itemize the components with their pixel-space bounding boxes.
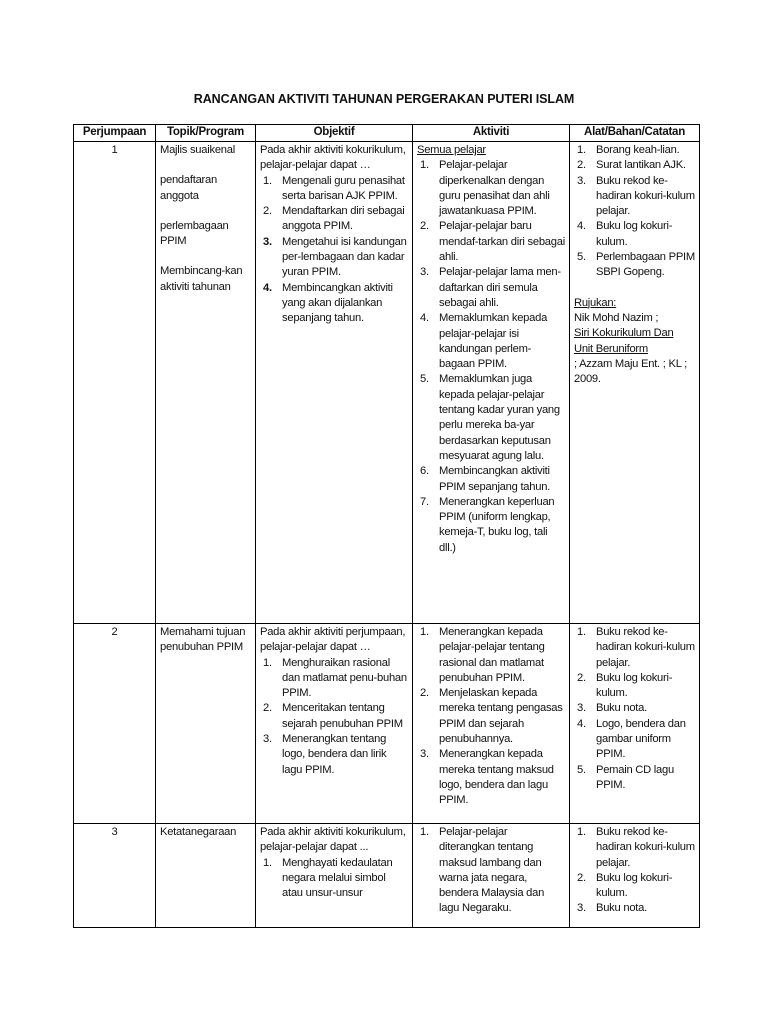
- list-item: 1. Pelajar-pelajar diterangkan tentang maksud lambang dan warna jata negara, bendera Malaysia dan lagu Negaraku.: [420, 826, 545, 915]
- topik-cell: [156, 824, 256, 928]
- objektif-list: [260, 174, 408, 327]
- topik-item: Memahami tujuan penubuhan PPIM: [160, 626, 246, 654]
- aktiviti-intro: Semua pelajar: [417, 144, 486, 156]
- objektif-list: [260, 656, 408, 778]
- topik-cell: [156, 624, 256, 824]
- list-item: 1. Menghuraikan rasional dan matlamat penu-buhan PPIM.: [263, 656, 407, 700]
- rujukan-book: Siri Kokurikulum Dan Unit Beruniform: [574, 327, 674, 355]
- table-row: [74, 624, 700, 824]
- list-item: 3. Menerangkan tentang logo, bendera dan lirik lagu PPIM.: [263, 733, 387, 776]
- list-item: 1. Buku rekod ke-hadiran kokuri-kulum pelajar.: [577, 826, 695, 869]
- alat-cell: [570, 142, 700, 624]
- aktiviti-cell: [413, 824, 570, 928]
- list-item: 1. Menghayati kedaulatan negara melalui simbol atau unsur-unsur: [263, 856, 393, 900]
- list-item: 1. Buku rekod ke-hadiran kokuri-kulum pelajar.: [577, 626, 695, 669]
- list-item: 1. Borang keah-lian.: [577, 144, 680, 156]
- list-item: 3. Buku rekod ke-hadiran kokuri-kulum pelajar.: [577, 174, 695, 218]
- aktiviti-list: [417, 825, 565, 917]
- topik-item: pendaftaran anggota: [160, 174, 217, 202]
- table-row: [74, 142, 700, 624]
- perjumpaan-cell: 1: [74, 142, 156, 624]
- objektif-intro: Pada akhir aktiviti kokurikulum, pelajar-pelajar dapat ...: [260, 826, 406, 854]
- list-item: 3. Buku nota.: [577, 902, 647, 915]
- rujukan-author: Nik Mohd Nazim ;: [574, 311, 659, 324]
- header-perjumpaan: Perjumpaan: [74, 125, 156, 142]
- list-item: 2. Mendaftarkan diri sebagai anggota PPIM.: [263, 205, 405, 233]
- aktiviti-cell: [413, 142, 570, 624]
- list-item: 4. Buku log kokuri-kulum.: [577, 220, 673, 248]
- table-row: [74, 824, 700, 928]
- list-item: 2. Buku log kokuri-kulum.: [577, 671, 673, 700]
- alat-list: [574, 143, 695, 281]
- list-item: 1. Mengenali guru penasihat serta barisan AJK PPIM.: [263, 174, 405, 202]
- objektif-intro: Pada akhir aktiviti kokurikulum, pelajar-pelajar dapat …: [260, 144, 406, 172]
- list-item: 6. Membincangkan aktiviti PPIM sepanjang tahun.: [420, 465, 551, 493]
- header-topik: Topik/Program: [156, 125, 256, 142]
- topik-item: perlembagaan PPIM: [160, 219, 229, 248]
- alat-cell: [570, 624, 700, 824]
- aktiviti-list: [417, 158, 565, 556]
- list-item: 4. Membincangkan aktiviti yang akan dijalankan sepanjang tahun.: [263, 281, 393, 325]
- list-item: 2. Surat lantikan AJK.: [577, 159, 686, 172]
- header-alat: Alat/Bahan/Catatan: [570, 125, 700, 142]
- topik-item: Majlis suaikenal: [160, 144, 235, 156]
- table-header-row: [74, 125, 700, 142]
- aktiviti-cell: [413, 624, 570, 824]
- list-item: 3. Buku nota.: [577, 702, 647, 715]
- alat-list: [574, 625, 695, 793]
- perjumpaan-cell: 2: [74, 624, 156, 824]
- activity-table: [73, 124, 700, 928]
- list-item: 5. Perlembagaan PPIM SBPI Gopeng.: [577, 251, 695, 279]
- alat-list: [574, 825, 695, 917]
- rujukan-publisher: ; Azzam Maju Ent. ; KL ; 2009.: [574, 357, 687, 386]
- list-item: 5. Memaklumkan juga kepada pelajar-pelajar tentang kadar yuran yang perlu mereka ba-yar berdasarkan keputusan mesyuarat agung lalu.: [420, 373, 560, 462]
- alat-cell: [570, 824, 700, 928]
- objektif-cell: [256, 624, 413, 824]
- list-item: 2. Pelajar-pelajar baru mendaf-tarkan diri sebagai ahli.: [420, 220, 565, 264]
- objektif-cell: [256, 824, 413, 928]
- list-item: 4. Logo, bendera dan gambar uniform PPIM.: [577, 717, 686, 761]
- topik-item: Ketatanegaraan: [160, 826, 237, 838]
- list-item: 5. Pemain CD lagu PPIM.: [577, 763, 674, 791]
- header-aktiviti: Aktiviti: [413, 125, 570, 142]
- header-objektif: Objektif: [256, 125, 413, 142]
- list-item: 1. Pelajar-pelajar diperkenalkan dengan guru penasihat dan ahli jawatankuasa PPIM.: [420, 159, 550, 218]
- objektif-list: [260, 856, 408, 902]
- aktiviti-list: [417, 625, 565, 809]
- rujukan-label: Rujukan:: [574, 296, 617, 309]
- page-title: RANCANGAN AKTIVITI TAHUNAN PERGERAKAN PUTERI ISLAM: [193, 92, 575, 106]
- objektif-intro: Pada akhir aktiviti perjumpaan, pelajar-pelajar dapat …: [260, 626, 406, 654]
- list-item: 7. Menerangkan keperluan PPIM (uniform lengkap, kemeja-T, buku log, tali dll.): [420, 495, 555, 554]
- topik-item: Membincang-kan aktiviti tahunan: [160, 265, 243, 293]
- topik-cell: [156, 142, 256, 624]
- list-item: 3. Menerangkan kepada mereka tentang maksud logo, bendera dan lagu PPIM.: [420, 748, 554, 807]
- perjumpaan-cell: 3: [74, 824, 156, 928]
- list-item: 2. Buku log kokuri-kulum.: [577, 871, 673, 900]
- list-item: 3. Pelajar-pelajar lama men-daftarkan diri semula sebagai ahli.: [420, 266, 561, 309]
- objektif-cell: [256, 142, 413, 624]
- list-item: 4. Memaklumkan kepada pelajar-pelajar isi kandungan perlem-bagaan PPIM.: [420, 312, 548, 371]
- list-item: 2. Menceritakan tentang sejarah penubuhan PPIM: [263, 702, 403, 730]
- list-item: 1. Menerangkan kepada pelajar-pelajar tentang rasional dan matlamat penubuhan PPIM.: [420, 626, 545, 684]
- list-item: 2. Menjelaskan kepada mereka tentang pengasas PPIM dan sejarah penubuhannya.: [420, 687, 563, 746]
- list-item: 3. Mengetahui isi kandungan per-lembagaan dan kadar yuran PPIM.: [263, 235, 407, 279]
